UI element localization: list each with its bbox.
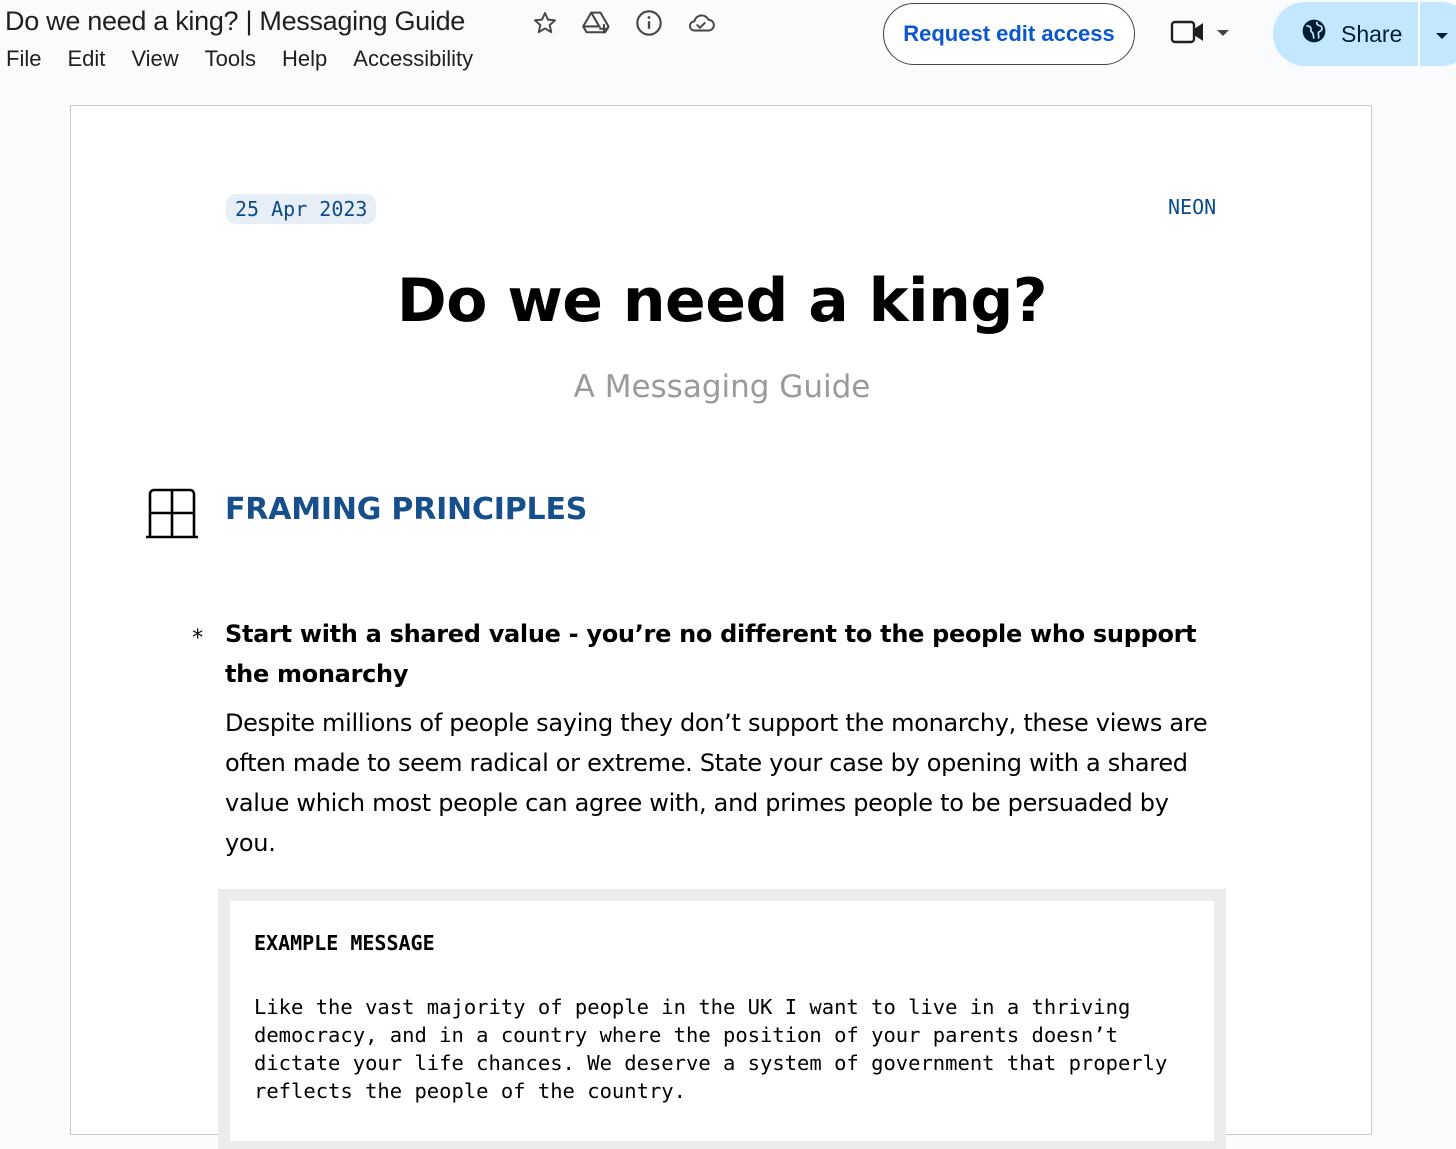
document-title[interactable]: Do we need a king? | Messaging Guide <box>5 6 465 36</box>
window-frame-icon <box>145 486 199 540</box>
example-message-inner <box>230 901 1214 1141</box>
share-button[interactable] <box>1301 2 1402 66</box>
organization-label: NEON <box>1168 195 1217 219</box>
share-button-group <box>1273 2 1456 66</box>
share-options-chevron-icon[interactable] <box>1435 28 1449 46</box>
example-message-box <box>218 889 1226 1149</box>
bullet-body: Despite millions of people saying they don’t support the monarchy, these views are often made to seem radical or extreme. State your case by opening with a shared value which most people can agree with, and primes people to be persuaded by you. <box>225 709 1208 857</box>
page-title: Do we need a king? <box>396 266 1048 336</box>
video-camera-icon <box>1170 18 1206 51</box>
drive-move-icon[interactable] <box>582 8 612 38</box>
info-icon[interactable] <box>634 8 664 38</box>
globe-icon <box>1301 18 1327 50</box>
title-bar <box>0 0 1456 100</box>
share-label: Share <box>1341 20 1403 47</box>
request-edit-access-button[interactable]: Request edit access <box>883 3 1135 65</box>
menu-bar <box>6 46 473 72</box>
document-page[interactable] <box>70 105 1372 1135</box>
menu-help[interactable]: Help <box>282 46 328 71</box>
menu-file[interactable]: File <box>6 46 42 71</box>
example-label: EXAMPLE MESSAGE <box>254 931 435 955</box>
section-heading: FRAMING PRINCIPLES <box>225 492 588 527</box>
star-icon[interactable] <box>530 8 560 38</box>
meet-button[interactable] <box>1170 12 1246 56</box>
title-icons <box>530 8 716 38</box>
bullet-heading: Start with a shared value - you’re no different to the people who support the monarchy <box>225 620 1197 688</box>
date-chip[interactable]: 25 Apr 2023 <box>226 194 376 224</box>
page-subtitle: A Messaging Guide <box>573 369 871 405</box>
cloud-saved-icon[interactable] <box>686 8 716 38</box>
menu-edit[interactable]: Edit <box>67 46 106 71</box>
menu-accessibility[interactable]: Accessibility <box>353 46 474 71</box>
share-divider <box>1418 2 1420 66</box>
example-text: Like the vast majority of people in the UK I want to live in a thriving democracy, and in a country where the position of your parents doesn’t dictate your life chances. We deserve a system of government that properly reflects the people of the country. <box>254 995 1168 1103</box>
menu-view[interactable]: View <box>131 46 179 71</box>
chevron-down-icon <box>1216 25 1230 43</box>
menu-tools[interactable]: Tools <box>204 46 257 71</box>
bullet-marker: * <box>191 626 205 651</box>
